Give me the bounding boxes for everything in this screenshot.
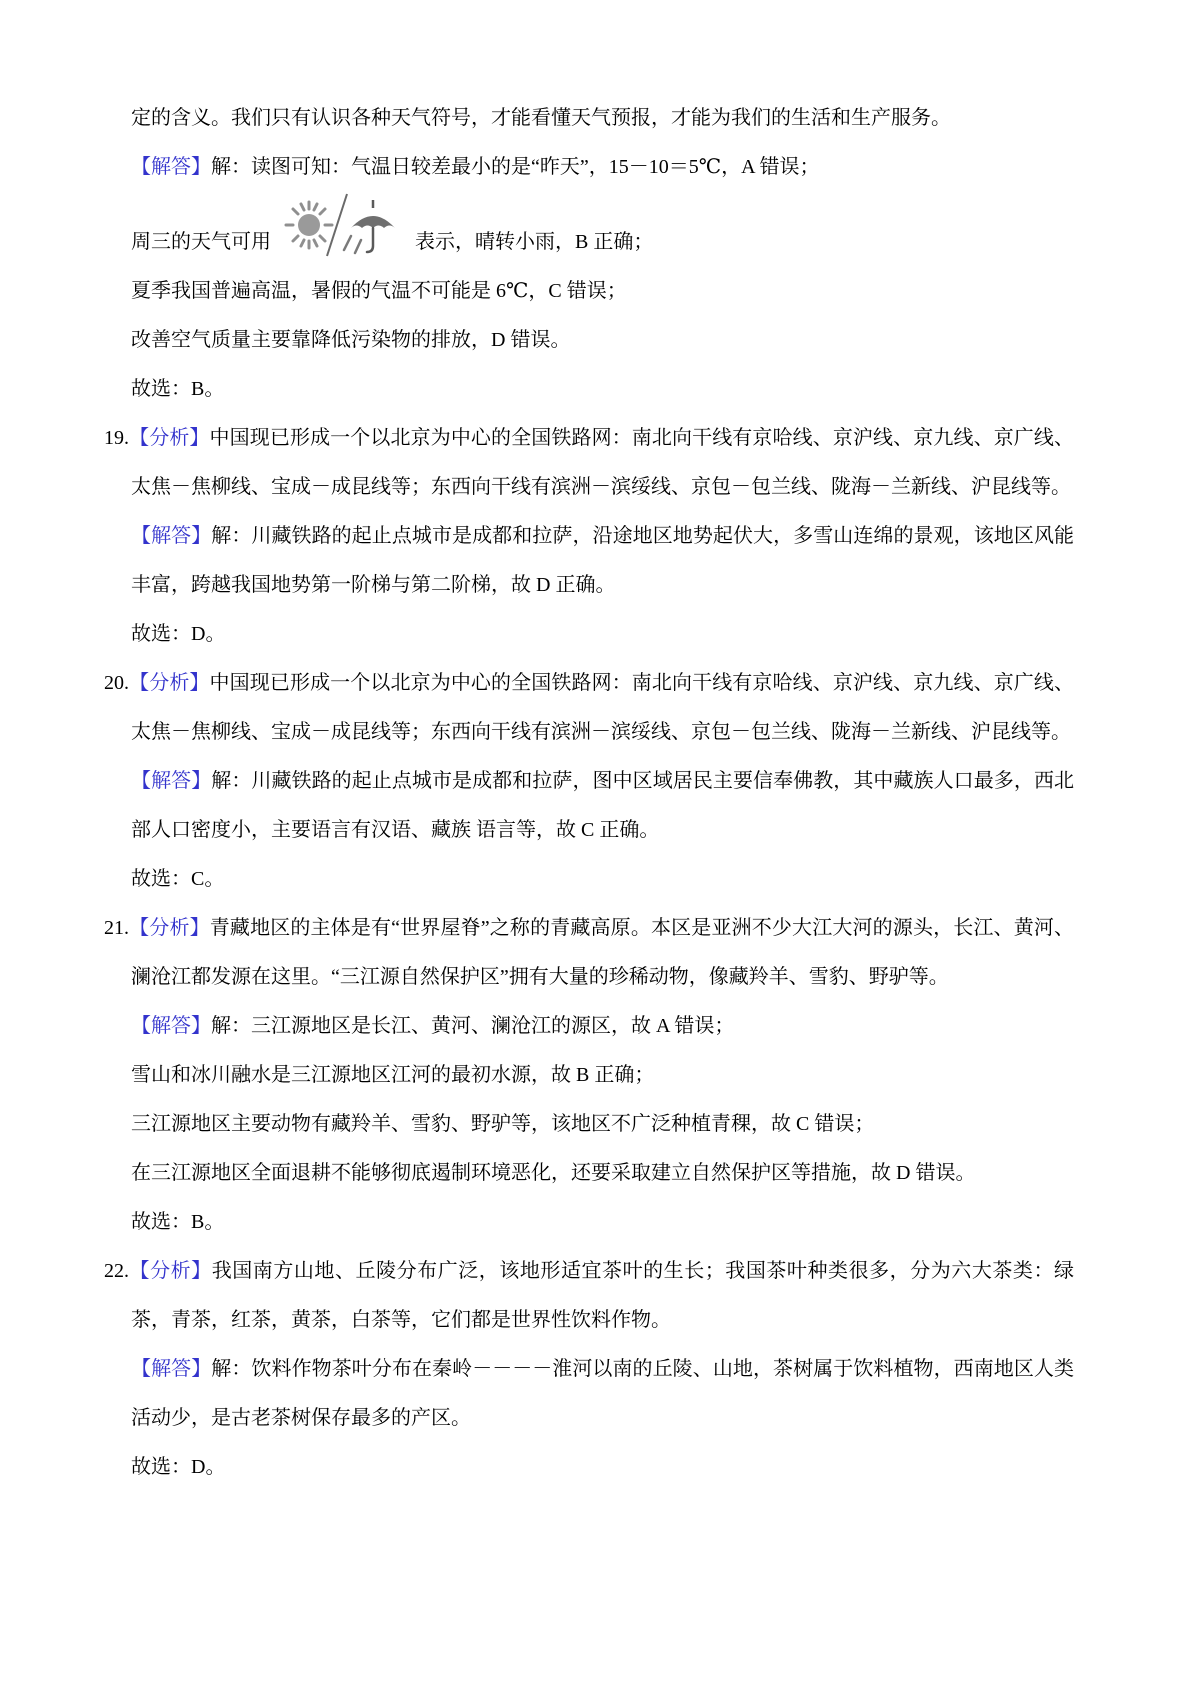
- answer-paragraph: [104, 143, 1074, 192]
- paragraph-text: 我国南方山地、丘陵分布广泛，该地形适宜茶叶的生长；我国茶叶种类很多，分为六大茶类：绿茶，青茶，红茶，黄茶，白茶等，它们都是世界性饮料作物。: [131, 1260, 1075, 1331]
- icon-line-after: 表示，晴转小雨，B 正确；: [415, 231, 654, 253]
- conclusion-line-20: [104, 855, 1074, 904]
- option-b-line-21: [104, 1051, 1074, 1100]
- conclusion-line-22: [104, 1443, 1074, 1492]
- conclusion-line-19: [104, 610, 1074, 659]
- paragraph-text: 在三江源地区全面退耕不能够彻底遏制环境恶化，还要采取建立自然保护区等措施，故 D 错误。: [131, 1162, 976, 1184]
- question-number: 21.: [104, 917, 129, 939]
- analysis-label: 【分析】: [129, 427, 210, 449]
- answer-paragraph-22: [104, 1345, 1074, 1443]
- answer-label: 【解答】: [131, 1358, 212, 1380]
- analysis-paragraph-19: [104, 414, 1074, 512]
- analysis-label: 【分析】: [129, 1260, 212, 1282]
- question-number: 20.: [104, 672, 129, 694]
- paragraph-text: 故选：C。: [131, 868, 225, 890]
- paragraph-continuation: [104, 94, 1074, 143]
- paragraph-text: 故选：D。: [131, 623, 226, 645]
- paragraph-text: 故选：B。: [131, 1211, 225, 1233]
- analysis-paragraph-22: [104, 1247, 1074, 1345]
- sun-to-rain-weather-icon: [281, 192, 405, 258]
- analysis-paragraph-20: [104, 659, 1074, 757]
- answer-paragraph-21: [104, 1002, 1074, 1051]
- question-number: 19.: [104, 427, 129, 449]
- paragraph-text: 夏季我国普遍高温，暑假的气温不可能是 6℃，C 错误；: [131, 280, 627, 302]
- option-c-line-21: [104, 1100, 1074, 1149]
- paragraph-text: 解：川藏铁路的起止点城市是成都和拉萨，图中区域居民主要信奉佛教，其中藏族人口最多，西北部人口密度小，主要语言有汉语、藏族 语言等，故 C 正确。: [131, 770, 1075, 841]
- paragraph-text: 改善空气质量主要靠降低污染物的排放，D 错误。: [131, 329, 571, 351]
- icon-line-before: 周三的天气可用: [131, 231, 271, 253]
- paragraph-text: 青藏地区的主体是有“世界屋脊”之称的青藏高原。本区是亚洲不少大江大河的源头，长江、黄河、澜沧江都发源在这里。“三江源自然保护区”拥有大量的珍稀动物，像藏羚羊、雪豹、野驴等。: [131, 917, 1074, 988]
- paragraph-text: 中国现已形成一个以北京为中心的全国铁路网：南北向干线有京哈线、京沪线、京九线、京广线、太焦－焦柳线、宝成－成昆线等；东西向干线有滨洲－滨绥线、京包－包兰线、陇海－兰新线、沪昆线等。: [131, 427, 1075, 498]
- paragraph-text: 中国现已形成一个以北京为中心的全国铁路网：南北向干线有京哈线、京沪线、京九线、京广线、太焦－焦柳线、宝成－成昆线等；东西向干线有滨洲－滨绥线、京包－包兰线、陇海－兰新线、沪昆线等。: [131, 672, 1075, 743]
- paragraph-text: 三江源地区主要动物有藏羚羊、雪豹、野驴等，该地区不广泛种植青稞，故 C 错误；: [131, 1113, 875, 1135]
- paragraph-text: 故选：B。: [131, 378, 225, 400]
- conclusion-line-21: [104, 1198, 1074, 1247]
- option-d-line-21: [104, 1149, 1074, 1198]
- option-d-line: [104, 316, 1074, 365]
- weather-statement-line: [104, 192, 1074, 267]
- paragraph-text: 定的含义。我们只有认识各种天气符号，才能看懂天气预报，才能为我们的生活和生产服务。: [131, 107, 951, 129]
- paragraph-text: 解：饮料作物茶叶分布在秦岭－－－－淮河以南的丘陵、山地，茶树属于饮料植物，西南地区人类活动少，是古老茶树保存最多的产区。: [131, 1358, 1075, 1429]
- answer-label: 【解答】: [131, 156, 211, 178]
- answer-label: 【解答】: [131, 770, 212, 792]
- analysis-label: 【分析】: [129, 672, 210, 694]
- analysis-label: 【分析】: [129, 917, 210, 939]
- answer-label: 【解答】: [131, 1015, 211, 1037]
- paragraph-text: 解：川藏铁路的起止点城市是成都和拉萨，沿途地区地势起伏大，多雪山连绵的景观，该地区风能丰富，跨越我国地势第一阶梯与第二阶梯，故 D 正确。: [131, 525, 1075, 596]
- paragraph-text: 故选：D。: [131, 1456, 226, 1478]
- answer-label: 【解答】: [131, 525, 212, 547]
- paragraph-text: 雪山和冰川融水是三江源地区江河的最初水源，故 B 正确；: [131, 1064, 655, 1086]
- answer-paragraph-20: [104, 757, 1074, 855]
- conclusion-line: [104, 365, 1074, 414]
- answer-paragraph-19: [104, 512, 1074, 610]
- option-c-line: [104, 267, 1074, 316]
- analysis-paragraph-21: [104, 904, 1074, 1002]
- paragraph-text: 解：读图可知：气温日较差最小的是“昨天”，15－10＝5℃，A 错误；: [211, 156, 820, 178]
- paragraph-text: 解：三江源地区是长江、黄河、澜沧江的源区，故 A 错误；: [211, 1015, 735, 1037]
- question-number: 22.: [104, 1260, 129, 1282]
